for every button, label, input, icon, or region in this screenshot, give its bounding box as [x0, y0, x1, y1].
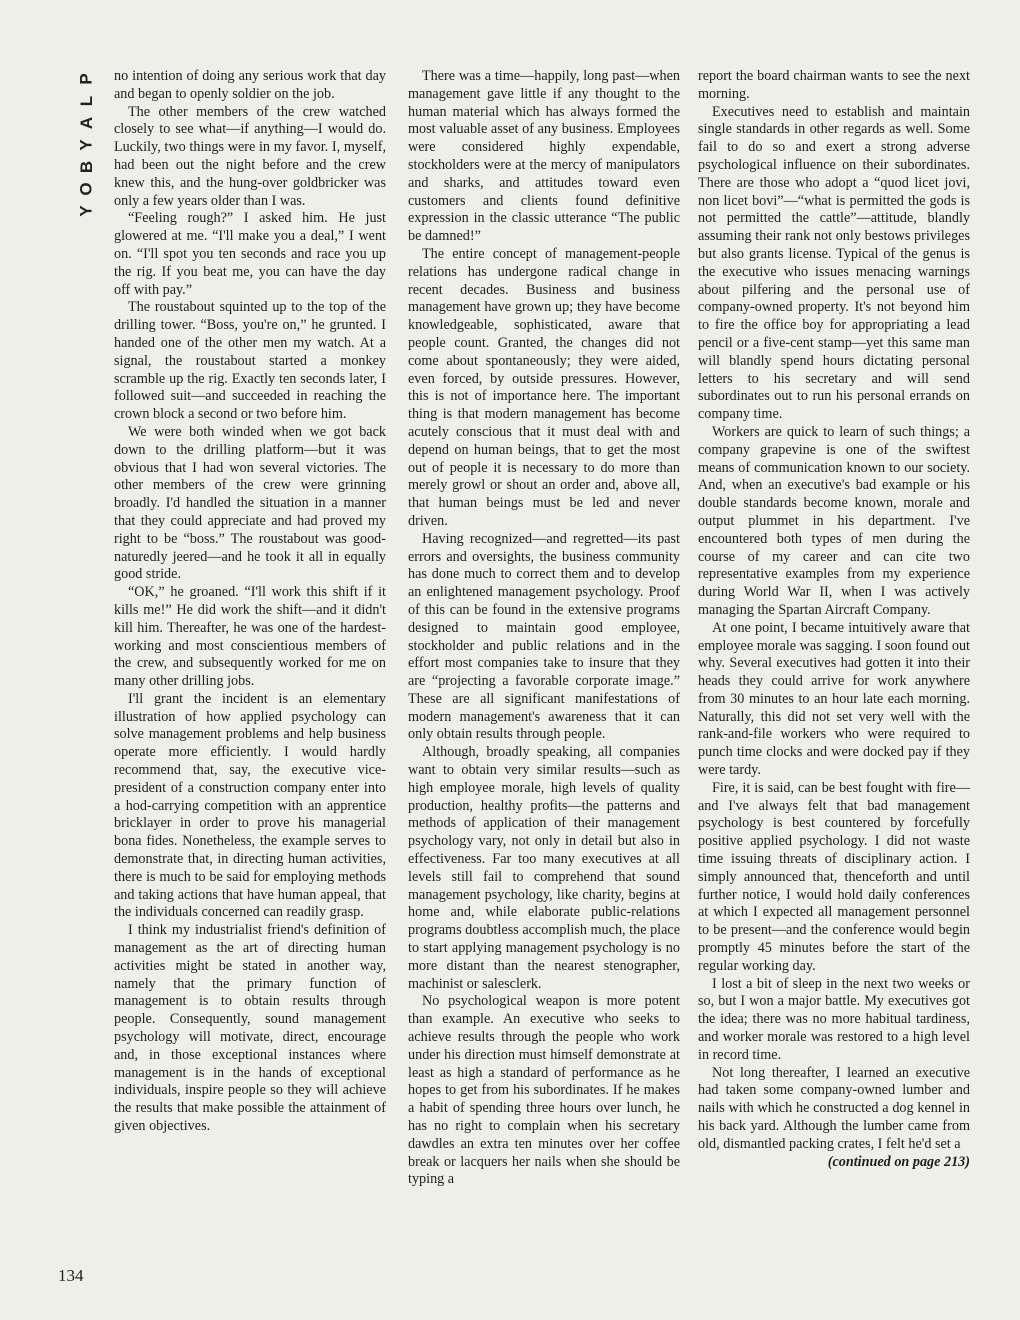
paragraph: Although, broadly speaking, all companies want to obtain very similar results—such as high employee morale, high levels of quality production, healthy profits—the patterns and methods of application of their management psychology vary, not only in detail but also in effectiveness. Far too many executives at all levels still fail to comprehend that sound management psychology, like charity, begins at home and, while elaborate public-relations programs doubtless accomplish much, the place to start applying management psychology is no more distant than the nearest stenographer, machinist or salesclerk.	[408, 744, 680, 992]
paragraph: report the board chairman wants to see the next morning.	[698, 68, 970, 102]
paragraph: “OK,” he groaned. “I'll work this shift if it kills me!” He did work the shift—and it didn't kill him. Thereafter, he was one of the hardest-working and most conscientious members of the crew, and subsequently worked for me on many other drilling jobs.	[114, 584, 386, 690]
paragraph: I'll grant the incident is an elementary illustration of how applied psychology can solve management problems and help business operate more efficiently. I would hardly recommend that, say, the executive vice-president of a construction company enter into a hod-carrying competition with an apprentice bricklayer in order to prove his managerial bona fides. Nonetheless, the example serves to demonstrate that, in directing human activities, there is much to be said for employing methods and taking actions that have human appeal, that the individuals concerned can readily grasp.	[114, 690, 386, 921]
text-column-2	[408, 68, 680, 1189]
paragraph: I lost a bit of sleep in the next two weeks or so, but I won a major battle. My executives got the idea; there was no more habitual tardiness, and worker morale was restored to a high level in record time.	[698, 975, 970, 1063]
paragraph: “Feeling rough?” I asked him. He just glowered at me. “I'll make you a deal,” I went on. “I'll spot you ten seconds and race you up the rig. If you beat me, you can have the day off with pay.”	[114, 210, 386, 298]
paragraph: At one point, I became intuitively aware that employee morale was sagging. I soon found out why. Several executives had gotten it into their heads they could arrive for work anywhere from 30 minutes to an hour late each morning. Naturally, this did not set very well with the rank-and-file workers who were required to punch time clocks and were docked pay if they were tardy.	[698, 619, 970, 779]
paragraph: The roustabout squinted up to the top of the drilling tower. “Boss, you're on,” he grunted. I handed one of the other men my watch. At a signal, the roustabout started a monkey scramble up the rig. Exactly ten seconds later, I followed suit—and succeeded in reaching the crown block a second or two before him.	[114, 299, 386, 423]
paragraph: Not long thereafter, I learned an executive had taken some company-owned lumber and nails with which he constructed a dog kennel in his back yard. Although the lumber came from old, dismantled packing crates, I felt he'd set a	[698, 1064, 970, 1152]
magazine-side-label	[76, 68, 98, 222]
paragraph: no intention of doing any serious work that day and began to openly soldier on the job.	[114, 68, 386, 102]
page-number: 134	[58, 1266, 84, 1285]
paragraph: Having recognized—and regretted—its past errors and oversights, the business community has done much to correct them and to develop an enlightened management psychology. Proof of this can be found in the extensive programs designed to maintain good employee, stockholder and public relations and in the effort most companies take to insure that they are “projecting a favorable corporate image.” These are all significant manifestations of modern management's awareness that it can only obtain results through people.	[408, 530, 680, 743]
paragraph: Fire, it is said, can be best fought with fire—and I've always felt that bad management psychology is best countered by forcefully positive applied psychology. I did not waste time issuing threats of disciplinary action. I simply announced that, thenceforth and until further notice, I would hold daily conferences at which I expected all management personnel to be present—and the conference would begin promptly 45 minutes before the start of the regular working day.	[698, 779, 970, 974]
text-column-3	[698, 68, 970, 1171]
continued-note: (continued on page 213)	[827, 1153, 970, 1170]
paragraph: The entire concept of management-people relations has undergone radical change in recent decades. Business and business management have grown up; they have become knowledgeable, sophisticated, aware that people count. Granted, the changes did not come about spontaneously; they were aided, even forced, by outside pressures. However, this is not of importance here. The important thing is that modern management has become acutely conscious that it must deal with and depend on human beings, that to get the most out of people it is necessary to do more than merely growl or shout an order and, above all, that human beings must be led and never driven.	[408, 245, 680, 529]
paragraph: The other members of the crew watched closely to see what—if anything—I would do. Luckily, two things were in my favor. I, myself, had been out the night before and the crew knew this, and the hung-over goldbricker was only a few years older than I was.	[114, 103, 386, 209]
side-letter: A	[77, 116, 96, 130]
side-letter: Y	[77, 139, 96, 151]
side-letter: L	[76, 95, 96, 107]
paragraph: We were both winded when we got back down to the drilling platform—but it was obvious that I had won several victories. The other members of the crew were grinning broadly. I'd handled the situation in a manner that they could appreciate and had proved my right to be “boss.” The roustabout was good-naturedly jeered—and he took it all in equally good stride.	[114, 423, 386, 583]
paragraph: No psychological weapon is more potent than example. An executive who seeks to achieve results through the people who work under his direction must himself demonstrate at least as high a standard of performance as he hopes to get from his subordinates. If he makes a habit of spending three hours over lunch, he has no right to complain when his secretary dawdles an extra ten minutes over her coffee break or lacquers her nails when she should be typing a	[408, 993, 680, 1188]
paragraph: Workers are quick to learn of such things; a company grapevine is one of the swiftest means of communication known to our society. And, when an executive's bad example or his double standards become known, morale and output plummet in his department. I've encountered both types of men during the course of my career and can cite two representative examples from my experience during World War II, when I was actively managing the Spartan Aircraft Company.	[698, 423, 970, 618]
side-letter: Y	[77, 205, 96, 217]
side-letter: O	[76, 182, 96, 196]
side-letter: B	[77, 160, 96, 174]
paragraph: There was a time—happily, long past—when management gave little if any thought to the human material which has always formed the most valuable asset of any business. Employees were considered highly expendable, stockholders were at the mercy of manipulators and sharks, and attitudes toward even customers and clients found definitive expression in the classic utterance “The public be damned!”	[408, 68, 680, 245]
paragraph: Executives need to establish and maintain single standards in other regards as well. Some fail to do so and exert a strong adverse psychological influence on their subordinates. There are those who adopt a “quod licet jovi, non licet bovi”—“what is permitted the gods is not permitted the cattle”—attitude, blandly assuming their rank not only bestows privileges but also grants license. Typical of the genus is the executive who issues menacing warnings about pilfering and the personal use of company-owned property. It's not beyond him to fire the office boy for appropriating a lead pencil or a five-cent stamp—yet this same man will blandly spend hours dictating personal letters to his secretary and will send subordinates out to run his personal errands on company time.	[698, 103, 970, 423]
side-letter: P	[77, 73, 96, 85]
paragraph: I think my industrialist friend's definition of management as the art of directing human activities might be stated in another way, namely that the primary function of management is to obtain results through people. Consequently, sound management psychology will motivate, direct, encourage and, in those exceptional instances where management is in the hands of exceptional individuals, inspire people so they will achieve the results that make possible the attainment of given objectives.	[114, 922, 386, 1135]
text-column-1	[114, 68, 386, 1136]
